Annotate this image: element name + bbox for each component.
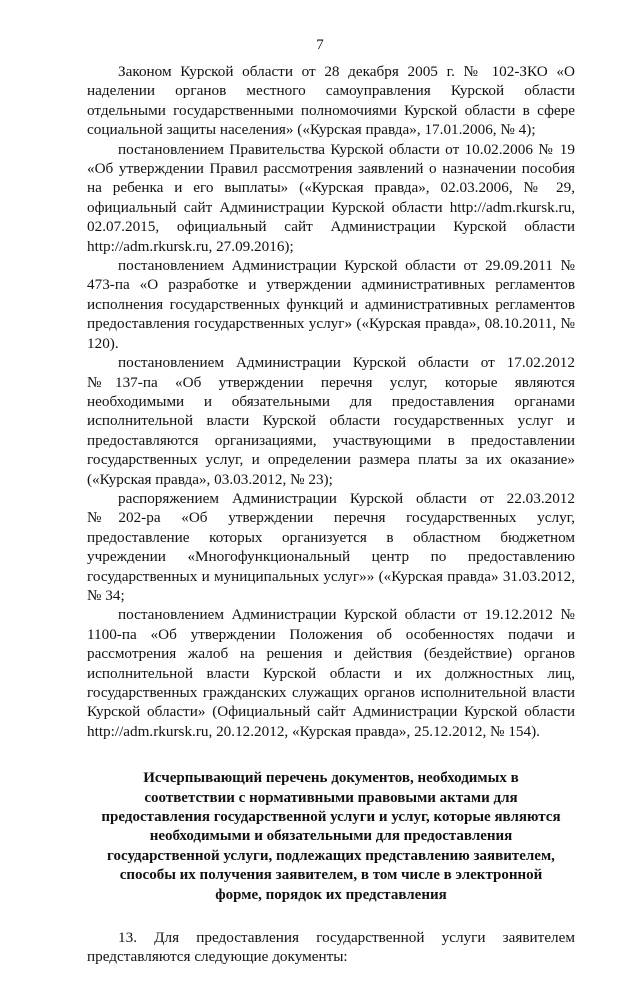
resolution-paragraph: постановлением Правительства Курской области от 10.02.2006 № 19 «Об утверждении Правил рассмотрения заявлений о назначении пособия на ребенка и его выплаты» («Курская правда», 02.03.2006, № 29, официальный сайт Администрации Курской области http://adm.rkursk.ru, 02.07.2015, официальный сайт Администрации Курской области http://adm.rkursk.ru, 27.09.2016); [87,140,575,255]
law-paragraph: Законом Курской области от 28 декабря 2005 г. № 102-ЗКО «О наделении органов местного самоуправления Курской области отдельными государственными полномочиями Курской области в сфере социальной защиты населения» («Курская правда», 17.01.2006, № 4); [87,63,575,139]
section-heading: Исчерпывающий перечень документов, необходимых в соответствии с нормативными правовыми актами для предоставления государственной услуги и услуг, которые являются необходимыми и обязательными для предоставления государственной услуги, подлежащих представлению заявителем, способы их получения заявителем, в том числе в электронной форме, порядок их представления [101,770,561,903]
numbered-item: 13. Для предоставления государственной услуги заявителем представляются следующие документы: [87,929,575,966]
order-paragraph: распоряжением Администрации Курской области от 22.03.2012 №202-ра «Об утверждении перечня государственных услуг, предоставление которых организуется в областном бюджетном учреждении «Многофункциональный центр по предоставлению государственных и муниципальных услуг»» («Курская правда» 31.03.2012, № 34; [87,489,575,604]
resolution-paragraph: постановлением Администрации Курской области от 19.12.2012 № 1100-па «Об утверждении Положения об особенностях подачи и рассмотрения жалоб на решения и действия (бездействие) органов исполнительной власти Курской области и их должностных лиц, государственных гражданских служащих органов исполнительной власти Курской области» (Официальный сайт Администрации Курской области http://adm.rkursk.ru, 20.12.2012, «Курская правда», 25.12.2012, № 154). [87,606,575,740]
page-number: 7 [316,37,324,53]
document-body [87,62,575,982]
resolution-paragraph: постановлением Администрации Курской области от 29.09.2011 № 473-па «О разработке и утверждении административных регламентов исполнения государственных функций и административных регламентов предоставления государственных услуг» («Курская правда», 08.10.2011, № 120). [87,257,575,352]
resolution-paragraph: постановлением Администрации Курской области от 17.02.2012 №137-па «Об утверждении перечня услуг, которые являются необходимыми и обязательными для предоставления органами исполнительной власти Курской области государственных услуг и предоставляются организациями, участвующими в предоставлении государственных услуг, и определении размера платы за их оказание» («Курская правда», 03.03.2012, № 23); [87,354,575,488]
